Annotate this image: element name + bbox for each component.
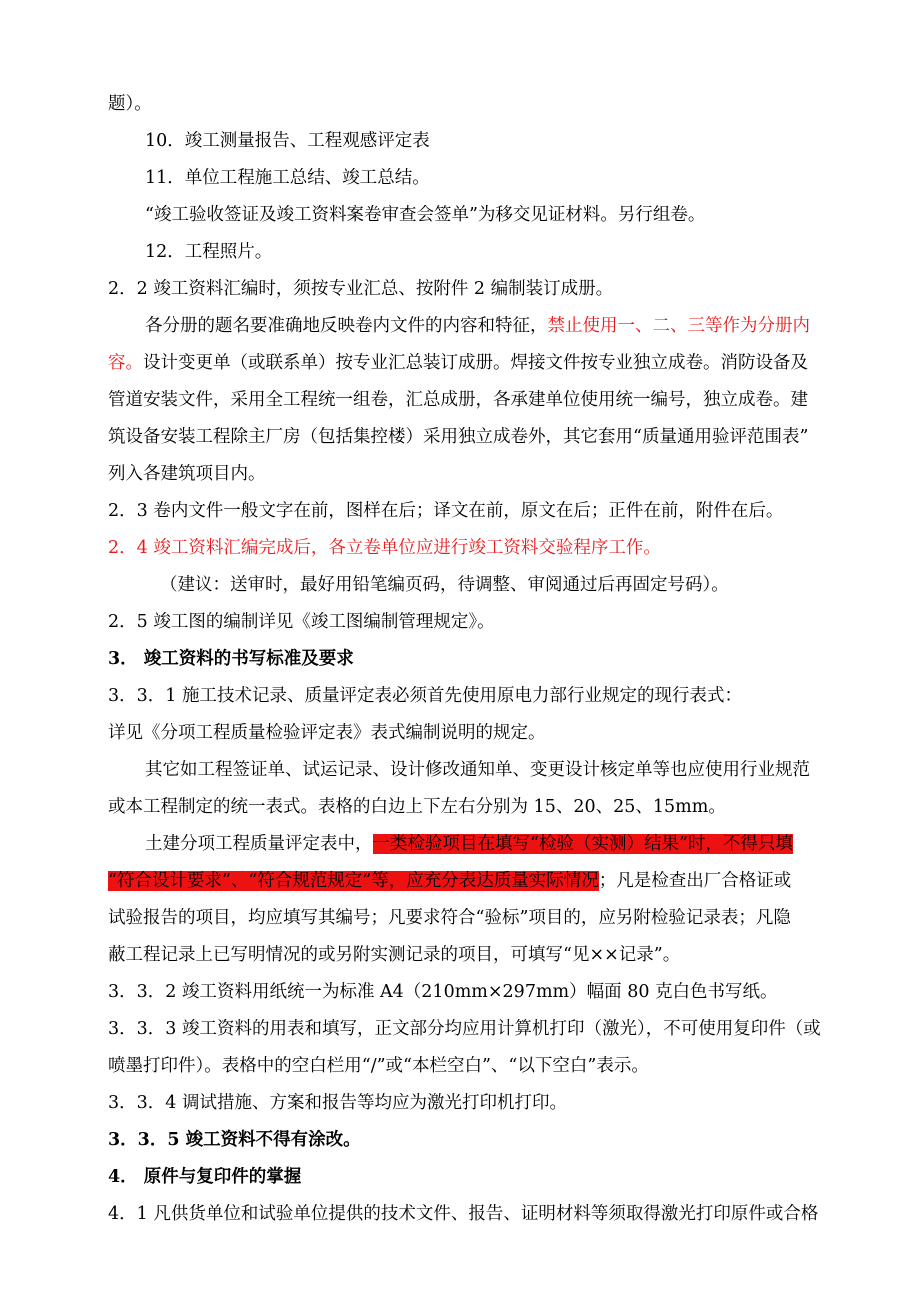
highlighted-text: 一类检验项目在填写“检验（实测）结果”时，不得只填 xyxy=(372,834,793,854)
paragraph-line xyxy=(108,870,868,892)
section-2-4 xyxy=(108,537,868,559)
section-2-3: 2．3 卷内文件一般文字在前，图样在后；译文在前，原文在后；正件在前，附件在后。 xyxy=(108,501,784,521)
section-2-2: 2．2 竣工资料汇编时，须按专业汇总、按附件 2 编制装订成册。 xyxy=(108,279,614,299)
paragraph-line: 列入各建筑项目内。 xyxy=(108,464,266,484)
paragraph-line: 或本工程制定的统一表式。表格的白边上下左右分别为 15、20、25、15mm。 xyxy=(108,797,726,817)
list-item-10: 10．竣工测量报告、工程观感评定表 xyxy=(145,131,430,151)
heading-4: 4． 原件与复印件的掌握 xyxy=(108,1167,302,1187)
paragraph-line xyxy=(145,833,905,855)
red-emphasis: 2．4 xyxy=(108,538,154,558)
paragraph-line: 筑设备安装工程除主厂房（包括集控楼）采用独立成卷外，其它套用“质量通用验评范围表” xyxy=(108,427,809,447)
paragraph-line xyxy=(145,315,905,337)
section-3-3-3: 3．3．3 竣工资料的用表和填写，正文部分均应用计算机打印（激光），不可使用复印件（或 xyxy=(108,1019,821,1039)
list-item-11: 11．单位工程施工总结、竣工总结。 xyxy=(145,168,430,188)
red-emphasis: 竣工资料汇编完成后，各立卷单位应进行竣工资料交验程序工作。 xyxy=(153,538,661,558)
paragraph-line: 蔽工程记录上已写明情况的或另附实测记录的项目，可填写“见××记录”。 xyxy=(108,945,681,965)
paragraph-line: 管道安装文件，采用全工程统一组卷，汇总成册，各承建单位使用统一编号，独立成卷。建 xyxy=(108,390,808,410)
red-emphasis: 禁止使用一、二、三等作为分册内 xyxy=(547,316,810,336)
paragraph-line: 试验报告的项目，均应填写其编号；凡要求符合“验标”项目的，应另附检验记录表；凡隐 xyxy=(108,908,791,928)
text-run: 土建分项工程质量评定表中， xyxy=(145,834,373,854)
section-3-3-4: 3．3．4 调试措施、方案和报告等均应为激光打印机打印。 xyxy=(108,1093,567,1113)
highlighted-text: “符合设计要求”、“符合规范规定”等，应充分表达质量实际情况 xyxy=(108,871,599,891)
heading-3: 3． 竣工资料的书写标准及要求 xyxy=(108,649,354,669)
text-run: 各分册的题名要准确地反映卷内文件的内容和特征， xyxy=(145,316,548,336)
paragraph-line: 喷墨打印件）。表格中的空白栏用“/”或“本栏空白”、“以下空白”表示。 xyxy=(108,1056,649,1076)
text-run: 设计变更单（或联系单）按专业汇总装订成册。焊接文件按专业独立成卷。消防设备及 xyxy=(143,353,808,373)
section-2-5: 2．5 竣工图的编制详见《竣工图编制管理规定》。 xyxy=(108,612,495,632)
section-3-3-2: 3．3．2 竣工资料用纸统一为标准 A4（210mm×297mm）幅面 80 克白色书写纸。 xyxy=(108,982,778,1002)
text-line: 详见《分项工程质量检验评定表》表式编制说明的规定。 xyxy=(108,723,546,743)
section-3-3-1: 3．3．1 施工技术记录、质量评定表必须首先使用原电力部行业规定的现行表式： xyxy=(108,686,742,706)
red-emphasis: 容。 xyxy=(108,353,143,373)
note-line: （建议：送审时，最好用铅笔编页码，待调整、审阅通过后再固定号码）。 xyxy=(160,575,729,595)
text-line: “竣工验收签证及竣工资料案卷审查会签单”为移交见证材料。另行组卷。 xyxy=(145,205,706,225)
list-item-12: 12．工程照片。 xyxy=(145,242,273,262)
text-run: ；凡是检查出厂合格证或 xyxy=(598,871,792,891)
paragraph-line xyxy=(108,352,868,374)
section-3-3-5: 3．3．5 竣工资料不得有涂改。 xyxy=(108,1130,361,1150)
paragraph-line: 其它如工程签证单、试运记录、设计修改通知单、变更设计核定单等也应使用行业规范 xyxy=(145,760,810,780)
section-4-1: 4．1 凡供货单位和试验单位提供的技术文件、报告、证明材料等须取得激光打印原件或合格 xyxy=(108,1204,819,1224)
text-line: 题）。 xyxy=(108,94,152,114)
